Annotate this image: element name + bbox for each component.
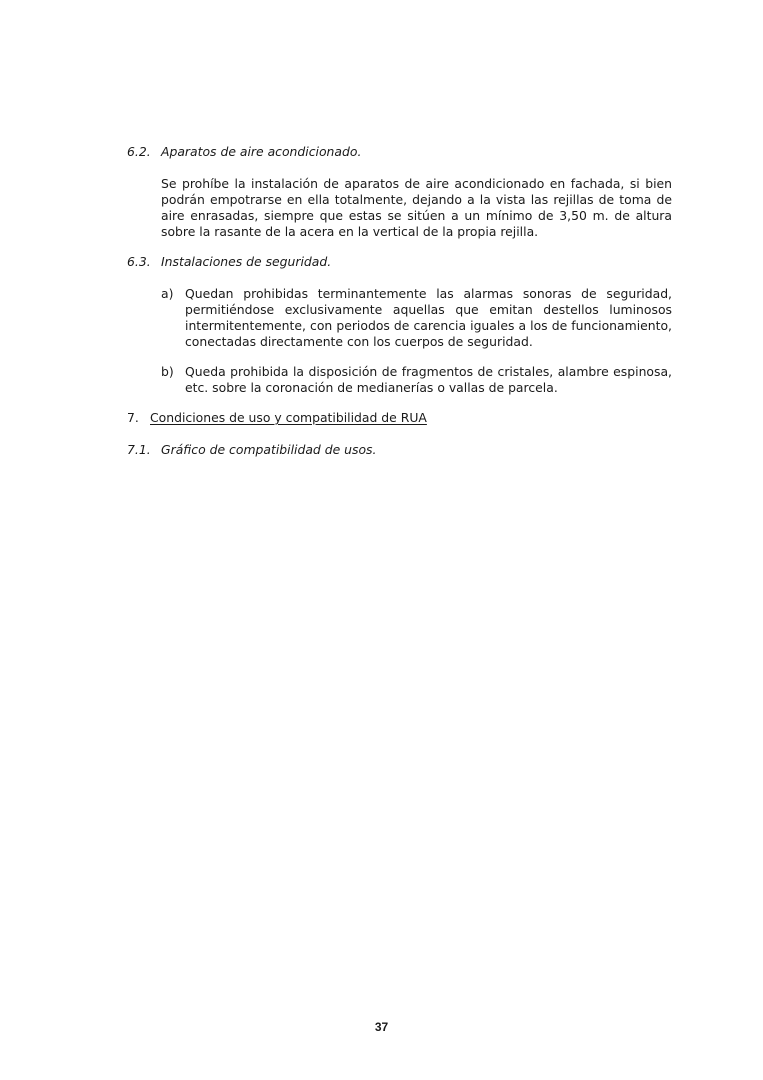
section-number: 7.1.: [127, 442, 151, 457]
section-6-2-paragraph: Se prohíbe la instalación de aparatos de aire acondicionado en fachada, si bien podrán empotrarse en ella totalmente, dejando a la vista las rejillas de toma de aire enrasadas, siempre que estas se sitúen a un mínimo de 3,50 m. de altura sobre la rasante de la acera en la vertical de la propia rejilla.: [161, 176, 672, 239]
list-item-a: [161, 286, 672, 350]
section-title: Gráfico de compatibilidad de usos.: [161, 442, 377, 457]
list-item-text: Queda prohibida la disposición de fragmentos de cristales, alambre espinosa, etc. sobre la coronación de medianerías o vallas de parcela.: [185, 364, 672, 395]
section-title: Aparatos de aire acondicionado.: [161, 144, 362, 159]
list-item-b: [161, 364, 672, 396]
list-marker: a): [161, 286, 174, 301]
page-number: 37: [374, 1020, 389, 1034]
section-7-1-heading: [127, 442, 376, 458]
list-item-text: Quedan prohibidas terminantemente las alarmas sonoras de seguridad, permitiéndose exclusivamente aquellas que emitan destellos luminosos intermitentemente, con periodos de carencia iguales a los de funcionamiento, conectadas directamente con los cuerpos de seguridad.: [185, 286, 672, 349]
section-7-heading: [127, 410, 427, 426]
section-6-2-heading: [127, 144, 361, 160]
section-number: 6.2.: [127, 144, 151, 159]
list-marker: b): [161, 364, 174, 379]
section-number: 7.: [127, 410, 139, 425]
section-number: 6.3.: [127, 254, 151, 269]
section-title: Condiciones de uso y compatibilidad de RUA: [150, 410, 427, 425]
section-6-3-heading: [127, 254, 331, 270]
section-title: Instalaciones de seguridad.: [161, 254, 332, 269]
